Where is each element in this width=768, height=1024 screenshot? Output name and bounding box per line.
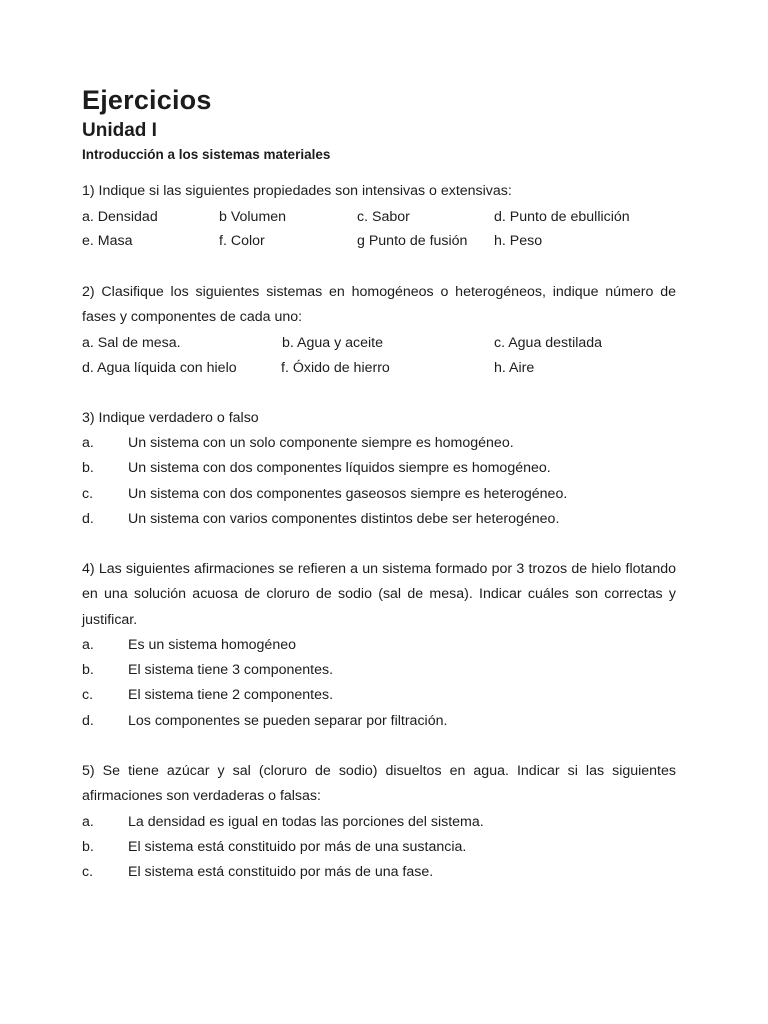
section-heading: Introducción a los sistemas materiales: [82, 147, 331, 162]
q5-item-letter: a.: [82, 814, 94, 830]
q5-item-text: El sistema está constituido por más de una fase.: [128, 864, 434, 880]
q4-item-letter: a.: [82, 637, 94, 653]
q4-item-text: Es un sistema homogéneo: [128, 637, 296, 653]
q1-option: h. Peso: [494, 233, 543, 249]
question-5-prompt: 5) Se tiene azúcar y sal (cloruro de sodio) disueltos en agua. Indicar si las siguientes afirmaciones son verdaderas o falsas:: [82, 763, 676, 805]
q2-option: h. Aire: [494, 360, 535, 376]
q2-option: c. Agua destilada: [494, 335, 603, 351]
q4-item-text: El sistema tiene 3 componentes.: [128, 662, 334, 678]
q4-item-letter: c.: [82, 687, 94, 703]
q5-item-letter: b.: [82, 839, 94, 855]
q3-item-text: Un sistema con varios componentes distintos debe ser heterogéneo.: [128, 511, 560, 527]
q2-option: d. Agua líquida con hielo: [82, 360, 237, 376]
q2-option: f. Óxido de hierro: [281, 360, 390, 376]
q3-item-letter: a.: [82, 435, 94, 451]
q1-option: f. Color: [219, 233, 265, 249]
q5-item-letter: c.: [82, 864, 94, 880]
q1-option: d. Punto de ebullición: [494, 209, 630, 225]
q5-item-text: La densidad es igual en todas las porciones del sistema.: [128, 814, 484, 830]
q1-option: g Punto de fusión: [357, 233, 468, 249]
q3-item-text: Un sistema con un solo componente siempre es homogéneo.: [128, 435, 514, 451]
q3-item-letter: c.: [82, 486, 94, 502]
q5-item-text: El sistema está constituido por más de una sustancia.: [128, 839, 467, 855]
q4-item-letter: b.: [82, 662, 94, 678]
unit-heading: Unidad I: [82, 120, 157, 141]
question-1-prompt: 1) Indique si las siguientes propiedades son intensivas o extensivas:: [82, 183, 512, 199]
question-3-prompt: 3) Indique verdadero o falso: [82, 410, 259, 426]
q1-option: a. Densidad: [82, 209, 158, 225]
q4-item-text: Los componentes se pueden separar por filtración.: [128, 713, 448, 729]
question-4-prompt: 4) Las siguientes afirmaciones se refieren a un sistema formado por 3 trozos de hielo flotando en una solución acuosa de cloruro de sodio (sal de mesa). Indicar cuáles son correctas y justificar.: [82, 561, 676, 628]
q3-item-letter: d.: [82, 511, 94, 527]
q1-option: e. Masa: [82, 233, 133, 249]
q3-item-letter: b.: [82, 460, 94, 476]
q3-item-text: Un sistema con dos componentes líquidos siempre es homogéneo.: [128, 460, 551, 476]
q4-item-letter: d.: [82, 713, 94, 729]
q3-item-text: Un sistema con dos componentes gaseosos siempre es heterogéneo.: [128, 486, 568, 502]
q1-option: b Volumen: [219, 209, 287, 225]
question-2-prompt: 2) Clasifique los siguientes sistemas en homogéneos o heterogéneos, indique número de fases y componentes de cada uno:: [82, 284, 676, 326]
q2-option: b. Agua y aceite: [282, 335, 383, 351]
q2-option: a. Sal de mesa.: [82, 335, 181, 351]
page-title: Ejercicios: [82, 85, 212, 115]
q4-item-text: El sistema tiene 2 componentes.: [128, 687, 334, 703]
q1-option: c. Sabor: [357, 209, 410, 225]
